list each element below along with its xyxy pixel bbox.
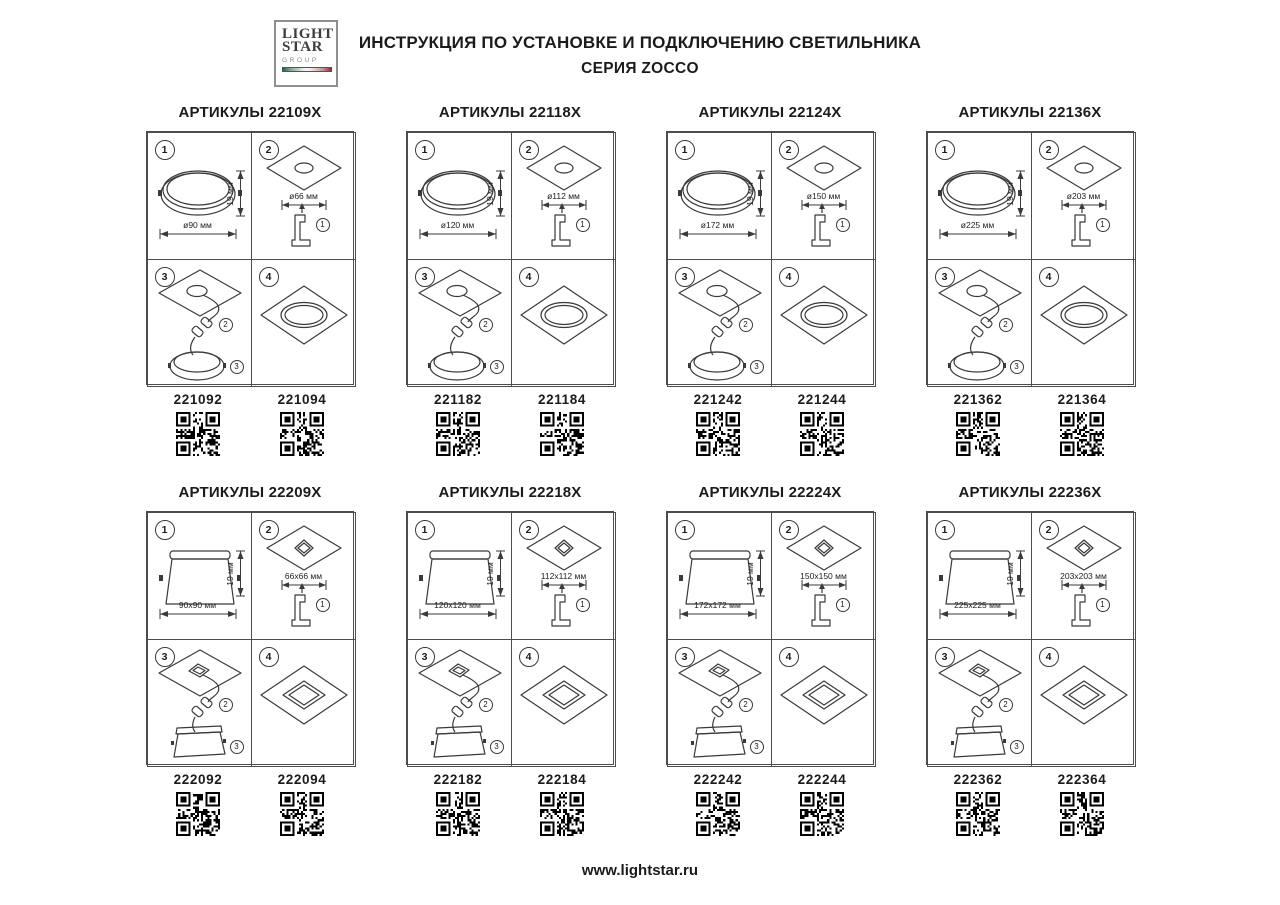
clip-reference-badge: 1 — [1096, 598, 1110, 612]
fixture-height-dimension: 19 мм — [484, 561, 495, 586]
qr-code — [538, 410, 586, 458]
step-3-cell — [407, 639, 512, 767]
step-4-badge: 4 — [1039, 267, 1059, 287]
product-panel — [406, 104, 614, 460]
article-column — [666, 392, 770, 458]
fixture-reference-badge: 3 — [1010, 360, 1024, 374]
qr-code — [1058, 790, 1106, 838]
fixture-width-dimension: ø120 мм — [440, 219, 475, 230]
step-2-cell — [771, 512, 876, 640]
document-title — [0, 33, 1280, 78]
step-3-badge: 3 — [675, 267, 695, 287]
step-1-badge: 1 — [675, 520, 695, 540]
logo-word-star: STAR — [282, 39, 323, 55]
connector-reference-badge: 2 — [999, 698, 1013, 712]
step-4-cell — [771, 259, 876, 387]
article-number: 221364 — [1057, 392, 1107, 407]
instruction-grid — [406, 511, 614, 765]
step-3-badge: 3 — [415, 647, 435, 667]
fixture-height-dimension: 19 мм — [1004, 181, 1015, 206]
article-column — [1030, 772, 1134, 838]
step-3-badge: 3 — [935, 267, 955, 287]
panel-articles-heading: АРТИКУЛЫ 22136X — [958, 104, 1102, 121]
fixture-height-dimension: 19 мм — [1004, 561, 1015, 586]
article-column — [510, 392, 614, 458]
step-4-badge: 4 — [259, 267, 279, 287]
step-3-badge: 3 — [935, 647, 955, 667]
panel-articles-heading: АРТИКУЛЫ 22209X — [178, 484, 322, 501]
product-panel — [406, 484, 614, 840]
article-column — [770, 772, 874, 838]
qr-code — [798, 410, 846, 458]
step-3-cell — [667, 259, 772, 387]
fixture-width-dimension: 120x120 мм — [434, 599, 481, 610]
step-4-cell — [251, 259, 356, 387]
article-number: 221094 — [277, 392, 327, 407]
article-number: 222242 — [693, 772, 743, 787]
fixture-width-dimension: 172x172 мм — [694, 599, 741, 610]
panel-articles-heading: АРТИКУЛЫ 22236X — [958, 484, 1102, 501]
cutout-dimension: 66x66 мм — [284, 570, 323, 581]
qr-code — [694, 410, 742, 458]
step-2-cell — [511, 132, 616, 260]
step-2-cell — [251, 132, 356, 260]
instruction-grid — [666, 511, 874, 765]
qr-code — [954, 410, 1002, 458]
connector-reference-badge: 2 — [999, 318, 1013, 332]
panel-articles-heading: АРТИКУЛЫ 22109X — [178, 104, 322, 121]
fixture-width-dimension: 90x90 мм — [178, 599, 217, 610]
instruction-grid — [926, 131, 1134, 385]
step-3-cell — [667, 639, 772, 767]
article-number: 221182 — [434, 392, 482, 407]
article-column — [146, 392, 250, 458]
clip-reference-badge: 1 — [576, 598, 590, 612]
clip-reference-badge: 1 — [836, 218, 850, 232]
panel-row-square — [146, 484, 1134, 840]
cutout-dimension: 112x112 мм — [540, 570, 587, 581]
step-2-cell — [511, 512, 616, 640]
step-4-cell — [771, 639, 876, 767]
step-1-cell — [147, 512, 252, 640]
product-panel — [926, 104, 1134, 460]
step-2-badge: 2 — [259, 140, 279, 160]
articles-row — [666, 772, 874, 838]
clip-reference-badge: 1 — [316, 598, 330, 612]
qr-code — [434, 410, 482, 458]
cutout-dimension: ø203 мм — [1066, 190, 1101, 201]
fixture-height-dimension: 19 мм — [224, 561, 235, 586]
article-number: 222182 — [433, 772, 483, 787]
articles-row — [926, 392, 1134, 458]
articles-row — [406, 772, 614, 838]
step-4-badge: 4 — [779, 267, 799, 287]
step-4-badge: 4 — [1039, 647, 1059, 667]
fixture-reference-badge: 3 — [490, 360, 504, 374]
step-3-cell — [147, 259, 252, 387]
fixture-height-dimension: 19 мм — [744, 181, 755, 206]
step-3-badge: 3 — [155, 647, 175, 667]
step-1-badge: 1 — [935, 140, 955, 160]
qr-code — [174, 410, 222, 458]
instruction-grid — [146, 131, 354, 385]
step-1-cell — [667, 132, 772, 260]
fixture-reference-badge: 3 — [230, 360, 244, 374]
qr-code — [174, 790, 222, 838]
step-3-badge: 3 — [675, 647, 695, 667]
step-4-cell — [1031, 639, 1136, 767]
qr-code — [694, 790, 742, 838]
article-column — [666, 772, 770, 838]
step-1-badge: 1 — [155, 520, 175, 540]
fixture-width-dimension: ø225 мм — [960, 219, 995, 230]
connector-reference-badge: 2 — [739, 698, 753, 712]
article-number: 221244 — [797, 392, 847, 407]
qr-code — [278, 410, 326, 458]
instruction-grid — [406, 131, 614, 385]
step-3-cell — [147, 639, 252, 767]
step-2-cell — [251, 512, 356, 640]
step-4-cell — [511, 259, 616, 387]
fixture-reference-badge: 3 — [490, 740, 504, 754]
fixture-reference-badge: 3 — [1010, 740, 1024, 754]
article-column — [250, 392, 354, 458]
fixture-height-dimension: 19 мм — [484, 181, 495, 206]
step-2-cell — [1031, 512, 1136, 640]
product-panel — [146, 104, 354, 460]
article-column — [406, 772, 510, 838]
article-column — [926, 392, 1030, 458]
step-2-badge: 2 — [779, 140, 799, 160]
panel-articles-heading: АРТИКУЛЫ 22124X — [698, 104, 842, 121]
articles-row — [146, 392, 354, 458]
product-panel — [666, 104, 874, 460]
step-1-cell — [927, 132, 1032, 260]
connector-reference-badge: 2 — [219, 698, 233, 712]
panel-articles-heading: АРТИКУЛЫ 22118X — [438, 104, 582, 121]
qr-code — [1058, 410, 1106, 458]
step-2-badge: 2 — [519, 140, 539, 160]
qr-code — [538, 790, 586, 838]
article-column — [510, 772, 614, 838]
cutout-dimension: 203x203 мм — [1060, 570, 1107, 581]
title-line-2: СЕРИЯ ZOCCO — [581, 60, 699, 77]
step-4-badge: 4 — [519, 647, 539, 667]
step-1-cell — [927, 512, 1032, 640]
article-number: 221362 — [953, 392, 1003, 407]
step-2-badge: 2 — [519, 520, 539, 540]
step-2-cell — [771, 132, 876, 260]
connector-reference-badge: 2 — [739, 318, 753, 332]
logo-word-light: LIGHT — [282, 26, 334, 42]
fixture-height-dimension: 19 мм — [744, 561, 755, 586]
article-number: 222362 — [953, 772, 1003, 787]
article-column — [770, 392, 874, 458]
step-1-badge: 1 — [675, 140, 695, 160]
step-1-badge: 1 — [935, 520, 955, 540]
instruction-grid — [146, 511, 354, 765]
step-2-cell — [1031, 132, 1136, 260]
cutout-dimension: 150x150 мм — [800, 570, 847, 581]
cutout-dimension: ø150 мм — [806, 190, 841, 201]
step-4-cell — [1031, 259, 1136, 387]
step-2-badge: 2 — [779, 520, 799, 540]
logo-word-group: GROUP — [282, 57, 319, 64]
article-number: 222184 — [537, 772, 587, 787]
instruction-grid — [666, 131, 874, 385]
step-2-badge: 2 — [1039, 140, 1059, 160]
cutout-dimension: ø112 мм — [547, 190, 580, 201]
step-3-badge: 3 — [415, 267, 435, 287]
instruction-grid — [926, 511, 1134, 765]
step-4-badge: 4 — [259, 647, 279, 667]
fixture-width-dimension: 225x225 мм — [954, 599, 1001, 610]
step-3-cell — [927, 259, 1032, 387]
qr-code — [278, 790, 326, 838]
step-1-badge: 1 — [415, 520, 435, 540]
article-column — [250, 772, 354, 838]
step-4-badge: 4 — [779, 647, 799, 667]
clip-reference-badge: 1 — [836, 598, 850, 612]
article-column — [1030, 392, 1134, 458]
step-2-badge: 2 — [259, 520, 279, 540]
product-panel — [146, 484, 354, 840]
article-column — [926, 772, 1030, 838]
clip-reference-badge: 1 — [576, 218, 590, 232]
clip-reference-badge: 1 — [1096, 218, 1110, 232]
product-panel — [926, 484, 1134, 840]
qr-code — [954, 790, 1002, 838]
articles-row — [406, 392, 614, 458]
step-1-cell — [407, 512, 512, 640]
connector-reference-badge: 2 — [479, 698, 493, 712]
fixture-width-dimension: ø90 мм — [183, 219, 212, 230]
qr-code — [798, 790, 846, 838]
panel-articles-heading: АРТИКУЛЫ 22224X — [698, 484, 842, 501]
fixture-reference-badge: 3 — [750, 740, 764, 754]
article-column — [146, 772, 250, 838]
step-4-cell — [251, 639, 356, 767]
connector-reference-badge: 2 — [219, 318, 233, 332]
article-column — [406, 392, 510, 458]
step-1-cell — [407, 132, 512, 260]
fixture-reference-badge: 3 — [230, 740, 244, 754]
connector-reference-badge: 2 — [479, 318, 493, 332]
title-line-1: ИНСТРУКЦИЯ ПО УСТАНОВКЕ И ПОДКЛЮЧЕНИЮ СВЕТИЛЬНИКА — [358, 33, 922, 52]
cutout-dimension: ø66 мм — [289, 190, 318, 201]
fixture-width-dimension: ø172 мм — [700, 219, 735, 230]
step-3-badge: 3 — [155, 267, 175, 287]
panel-row-round — [146, 104, 1134, 460]
article-number: 222092 — [173, 772, 223, 787]
article-number: 221092 — [173, 392, 223, 407]
article-number: 222364 — [1057, 772, 1107, 787]
website-url: www.lightstar.ru — [581, 862, 699, 879]
product-panel — [666, 484, 874, 840]
qr-code — [434, 790, 482, 838]
fixture-height-dimension: 19 мм — [224, 181, 235, 206]
article-number: 221184 — [538, 392, 586, 407]
step-1-cell — [147, 132, 252, 260]
step-3-cell — [407, 259, 512, 387]
step-4-badge: 4 — [519, 267, 539, 287]
step-1-cell — [667, 512, 772, 640]
article-number: 221242 — [693, 392, 743, 407]
article-number: 222244 — [797, 772, 847, 787]
articles-row — [666, 392, 874, 458]
article-number: 222094 — [277, 772, 327, 787]
step-1-badge: 1 — [155, 140, 175, 160]
step-3-cell — [927, 639, 1032, 767]
articles-row — [146, 772, 354, 838]
articles-row — [926, 772, 1134, 838]
step-4-cell — [511, 639, 616, 767]
step-1-badge: 1 — [415, 140, 435, 160]
step-2-badge: 2 — [1039, 520, 1059, 540]
fixture-reference-badge: 3 — [750, 360, 764, 374]
clip-reference-badge: 1 — [316, 218, 330, 232]
panel-articles-heading: АРТИКУЛЫ 22218X — [438, 484, 582, 501]
